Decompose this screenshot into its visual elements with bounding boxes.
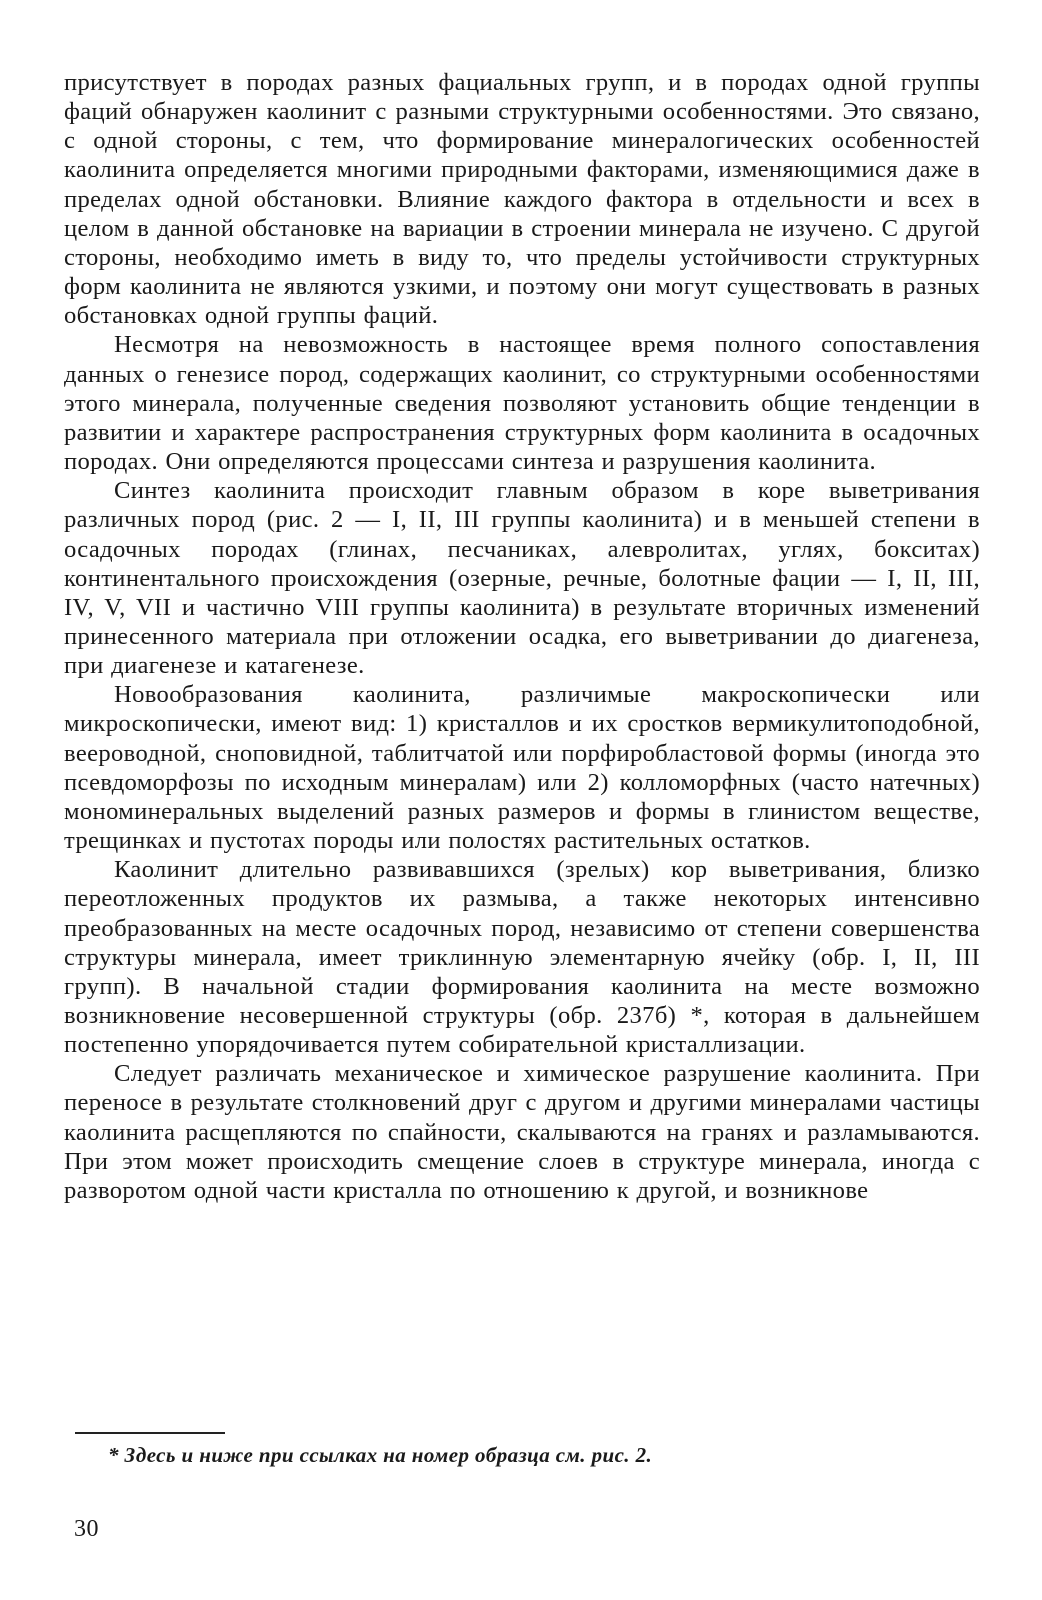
page-number: 30 — [74, 1516, 99, 1542]
footnote: * Здесь и ниже при ссылках на номер образца см. рис. 2. — [108, 1443, 653, 1467]
paragraph-synthesis: Синтез каолинита происходит главным образом в коре выветривания различных пород (рис. 2 — I, II, III группы каолинита) и в меньшей степени в осадочных породах (глинах, песчаниках, алевролитах, углях, бокситах) континентального происхождения (озерные, речные, болотные фации — I, II, III, IV, V, VII и частично VIII группы каолинита) в результате вторичных изменений принесенного материала при отложении осадка, его выветривании до диагенеза, при диагенезе и катагенезе. — [64, 477, 980, 680]
body-text — [64, 68, 980, 1205]
paragraph-triclinic-cell: Каолинит длительно развивавшихся (зрелых) кор выветривания, близко переотложенных продуктов их размыва, а также некоторых интенсивно преобразованных на месте осадочных пород, независимо от степени совершенства структуры минерала, имеет триклинную элементарную ячейку (обр. I, II, III групп). В начальной стадии формирования каолинита на месте возможно возникновение несовершенной структуры (обр. 237б) *, которая в дальнейшем постепенно упорядочивается путем собирательной кристаллизации. — [64, 856, 980, 1059]
paragraph-comparison: Несмотря на невозможность в настоящее время полного сопоставления данных о генезисе пород, содержащих каолинит, со структурными особенностями этого минерала, полученные сведения позволяют установить общие тенденции в развитии и характере распространения структурных форм каолинита в осадочных породах. Они определяются процессами синтеза и разрушения каолинита. — [64, 331, 980, 476]
paragraph-neoformations: Новообразования каолинита, различимые макроскопически или микроскопически, имеют вид: 1) кристаллов и их сростков вермикулитоподобной, веероводной, сноповидной, таблитчатой или порфиробластовой формы (иногда это псевдоморфозы по исходным минералам) или 2) колломорфных (часто натечных) мономинеральных выделений разных размеров и формы в глинистом веществе, трещинках и пустотах породы или полостях растительных остатков. — [64, 681, 980, 855]
paragraph-destruction: Следует различать механическое и химическое разрушение каолинита. При переносе в результате столкновений друг с другом и другими минералами частицы каолинита расщепляются по спайности, скалываются на гранях и разламываются. При этом может происходить смещение слоев в структуре минерала, иногда с разворотом одной части кристалла по отношению к другой, и возникнове — [64, 1060, 980, 1204]
footnote-divider — [75, 1432, 225, 1434]
paragraph-continuation: присутствует в породах разных фациальных групп, и в породах одной группы фаций обнаружен каолинит с разными структурными особенностями. Это связано, с одной стороны, с тем, что формирование минералогических особенностей каолинита определяется многими природными факторами, изменяющимися даже в пределах одной обстановки. Влияние каждого фактора в отдельности и всех в целом в данной обстановке на вариации в строении минерала не изучено. С другой стороны, необходимо иметь в виду то, что пределы устойчивости структурных форм каолинита не являются узкими, и поэтому они могут существовать в разных обстановках одной группы фаций. — [64, 69, 980, 330]
